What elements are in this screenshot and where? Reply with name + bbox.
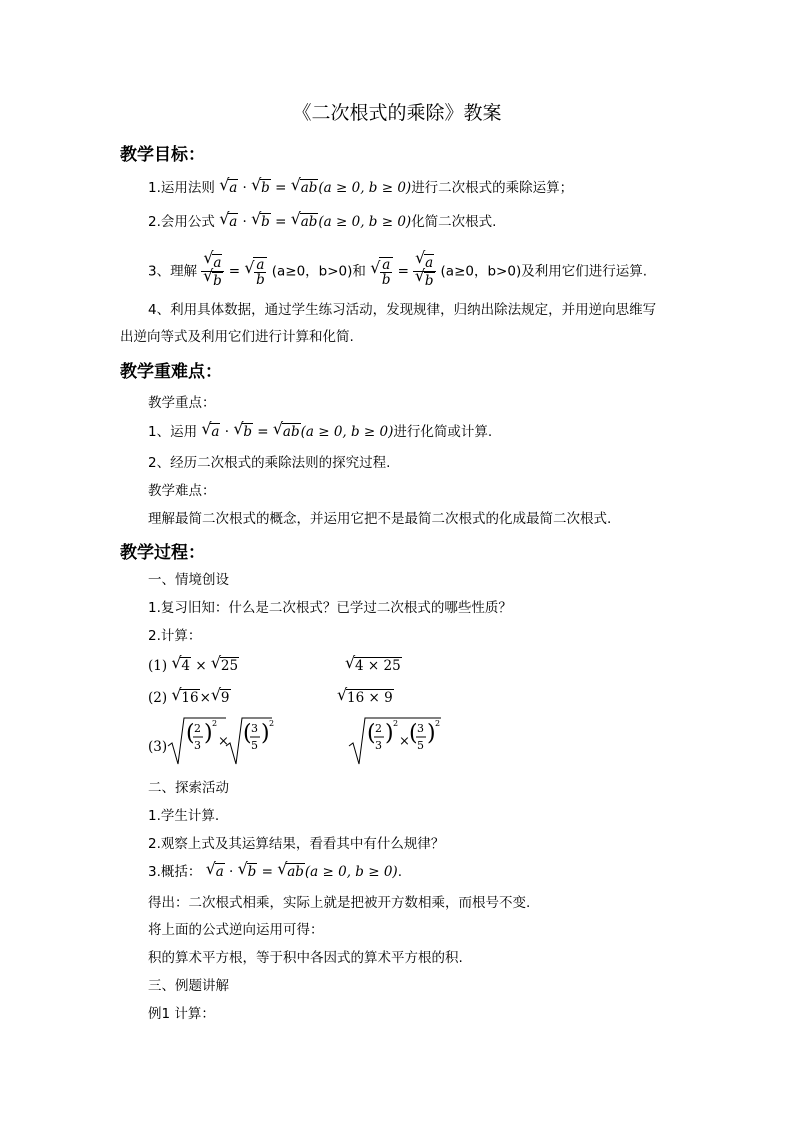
objective-3-condition: (a≥0，b>0)和 (271, 263, 366, 280)
numerator: 2 (194, 722, 201, 735)
calc-3-label: (3) (148, 739, 168, 755)
objective-3 (148, 254, 647, 289)
sqrt-a: √ a (206, 862, 225, 882)
objective-2-prefix: 2.会用公式 (148, 214, 215, 230)
objective-4-line-2: 出逆向等式及利用它们进行计算和化简. (120, 329, 354, 345)
section-2-item-2: 2.观察上式及其运算结果，看看其中有什么规律？ (148, 836, 445, 852)
calc-3-left-expression (166, 716, 276, 766)
objective-3-suffix: (a≥0，b>0)及利用它们进行运算. (440, 263, 647, 280)
sqrt-b: √ b (251, 212, 271, 232)
times-operator: × (399, 734, 410, 749)
sqrt-b: √ b (233, 422, 253, 442)
objective-3-prefix: 3、理解 (148, 263, 198, 280)
sqrt-b: √ b (238, 862, 258, 882)
sqrt-9: √ 9 (211, 688, 231, 708)
section-1-title: 一、情境创设 (148, 572, 229, 588)
objective-2 (148, 212, 496, 232)
example-1: 例1 计算： (148, 1006, 215, 1022)
equals-sign: = (228, 263, 241, 280)
svg-text:(: ( (367, 721, 376, 746)
sqrt-ab: √ ab (273, 422, 301, 442)
section-1-question-2: 2.计算： (148, 628, 202, 644)
condition: (a ≥ 0, b ≥ 0) (318, 180, 412, 196)
sqrt-b: √ b (251, 178, 271, 198)
difficulty-label: 教学难点： (148, 483, 216, 499)
calc-2-left (148, 688, 231, 708)
objective-4-line-1: 4、利用具体数据，通过学生练习活动，发现规律，归纳出除法规定，并用逆向思维写 (148, 302, 657, 318)
times-operator: × (218, 734, 229, 749)
denominator: 5 (417, 739, 424, 752)
heading-process: 教学过程： (120, 543, 205, 563)
svg-text:(: ( (409, 721, 418, 746)
section-2-item-1: 1.学生计算. (148, 808, 220, 824)
times-operator: × (195, 658, 207, 674)
sqrt-ab: √ ab (291, 212, 319, 232)
calc-2-right (337, 688, 394, 708)
sqrt-a: √ a (219, 178, 238, 198)
equals-sign: = (275, 214, 287, 230)
sqrt-ab: √ ab (277, 862, 305, 882)
denominator: 5 (251, 739, 258, 752)
exponent: 2 (435, 719, 441, 728)
dot-operator: · (242, 214, 247, 230)
exponent: 2 (393, 719, 399, 728)
reverse-intro: 将上面的公式逆向运用可得： (148, 922, 324, 938)
conclusion: 得出：二次根式相乘，实际上就是把被开方数相乘，而根号不变. (148, 895, 531, 911)
sqrt-25: √ 25 (211, 656, 239, 676)
sqrt-16-times-9: √ 16 × 9 (337, 688, 394, 708)
numerator: 2 (375, 722, 382, 735)
objective-1 (148, 178, 573, 198)
condition: (a ≥ 0, b ≥ 0) (318, 214, 412, 230)
equals-sign: = (261, 864, 273, 880)
numerator: 3 (417, 722, 424, 735)
objective-1-prefix: 1.运用法则 (148, 180, 215, 196)
objective-2-suffix: 化简二次根式. (411, 214, 497, 230)
sqrt-a: √ a (201, 422, 220, 442)
section-3-title: 三、例题讲解 (148, 978, 229, 994)
exponent: 2 (212, 719, 218, 728)
svg-text:): ) (427, 721, 436, 746)
section-1-question-1: 1.复习旧知：什么是二次根式？已学过二次根式的哪些性质？ (148, 600, 512, 616)
condition: (a ≥ 0, b ≥ 0) (300, 424, 394, 440)
svg-text:(: ( (243, 721, 252, 746)
svg-text:): ) (261, 721, 270, 746)
fraction-sqrt-a-over-sqrt-b: √ a √ b (413, 254, 436, 289)
heading-objectives: 教学目标： (120, 145, 205, 165)
condition: (a ≥ 0, b ≥ 0) (304, 864, 398, 880)
calc-2-label: (2) (148, 690, 168, 706)
exponent: 2 (269, 719, 275, 728)
svg-text:(: ( (186, 721, 195, 746)
section-2-title: 二、探索活动 (148, 780, 229, 796)
sqrt-a-over-b: √ $\frac{a}{b}$ (244, 257, 267, 287)
dot-operator: · (229, 864, 234, 880)
focus-1 (148, 422, 492, 442)
numerator: 3 (251, 722, 258, 735)
equals-sign: = (397, 263, 409, 280)
equals-sign: = (275, 180, 287, 196)
section-2-item-3-prefix: 3.概括： (148, 864, 202, 880)
sqrt-a-over-b: √ $\frac{a}{b}$ (370, 257, 393, 287)
heading-key-points: 教学重难点： (120, 362, 222, 382)
svg-text:): ) (385, 721, 394, 746)
calc-1-right (345, 656, 402, 676)
denominator: 3 (194, 739, 201, 752)
focus-1-suffix: 进行化简或计算. (393, 424, 493, 440)
calc-1-label: (1) (148, 658, 168, 674)
sqrt-16: √ 16 (171, 688, 199, 708)
sqrt-ab: √ ab (291, 178, 319, 198)
calc-1-left (148, 656, 239, 676)
section-2-item-3 (148, 862, 402, 882)
focus-2: 2、经历二次根式的乘除法则的探究过程. (148, 455, 391, 471)
page-title: 《二次根式的乘除》教案 (292, 102, 502, 124)
equals-sign: = (257, 424, 269, 440)
section-2-item-3-suffix: . (397, 864, 402, 880)
sqrt-a: √ a (219, 212, 238, 232)
focus-label: 教学重点： (148, 395, 216, 411)
calc-3-right-expression (347, 716, 447, 766)
dot-operator: · (242, 180, 247, 196)
sqrt-4-times-25: √ 4 × 25 (345, 656, 402, 676)
dot-operator: · (224, 424, 230, 440)
fraction-sqrt-a-over-sqrt-b: √ a √ b (201, 254, 224, 289)
focus-1-prefix: 1、运用 (148, 424, 198, 440)
objective-1-suffix: 进行二次根式的乘除运算； (411, 180, 574, 196)
denominator: 3 (375, 739, 382, 752)
svg-text:): ) (204, 721, 213, 746)
difficulty-text: 理解最简二次根式的概念，并运用它把不是最简二次根式的化成最简二次根式. (148, 511, 612, 527)
reverse-statement: 积的算术平方根，等于积中各因式的算术平方根的积. (148, 950, 463, 966)
times-operator: × (199, 690, 211, 706)
sqrt-4: √ 4 (171, 656, 191, 676)
